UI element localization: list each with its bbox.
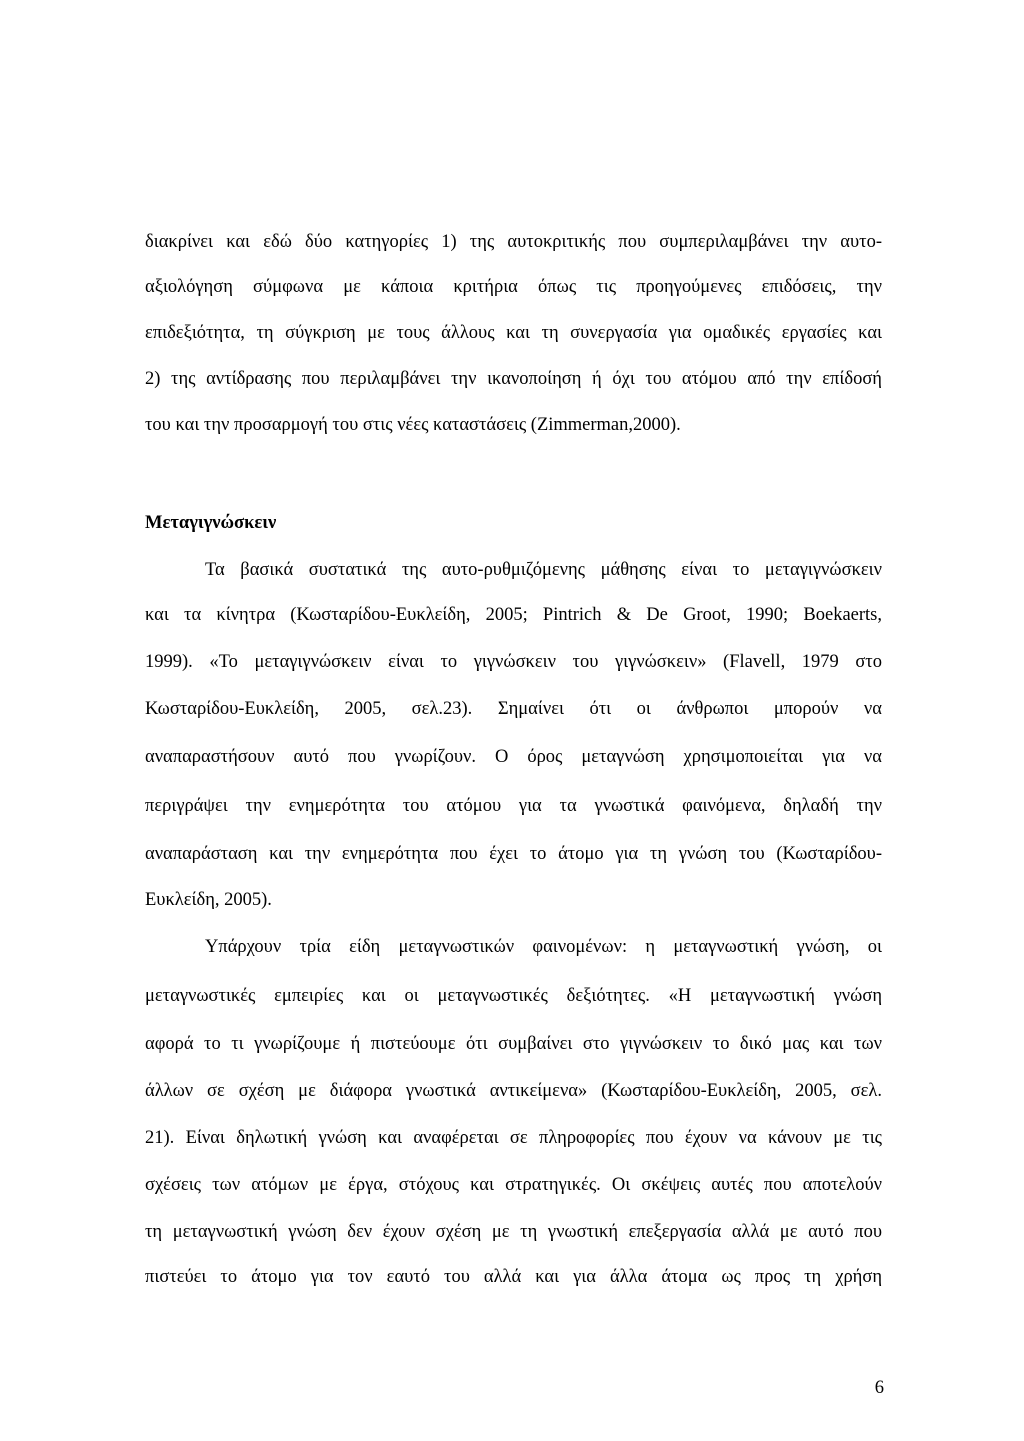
paragraph-2-line-7: αναπαράσταση και την ενημερότητα που έχει το άτομο για τη γνώση του (Κωσταρίδου- [145,844,882,864]
paragraph-2-line-4: Κωσταρίδου-Ευκλείδη, 2005, σελ.23). Σημαίνει ότι οι άνθρωποι μπορούν να [145,699,882,719]
paragraph-3-line-1: Υπάρχουν τρία είδη μεταγνωστικών φαινομένων: η μεταγνωστική γνώση, οι [205,937,882,957]
paragraph-2-line-5: αναπαραστήσουν αυτό που γνωρίζουν. Ο όρος μεταγνώση χρησιμοποιείται για να [145,747,882,767]
paragraph-2-line-1: Τα βασικά συστατικά της αυτο-ρυθμιζόμενης μάθησης είναι το μεταγιγνώσκειν [205,560,882,580]
paragraph-3-line-4: άλλων σε σχέση με διάφορα γνωστικά αντικείμενα» (Κωσταρίδου-Ευκλείδη, 2005, σελ. [145,1081,882,1101]
paragraph-3-line-7: τη μεταγνωστική γνώση δεν έχουν σχέση με τη γνωστική επεξεργασία αλλά με αυτό που [145,1222,882,1242]
paragraph-3-line-6: σχέσεις των ατόμων με έργα, στόχους και στρατηγικές. Οι σκέψεις αυτές που αποτελούν [145,1175,882,1195]
paragraph-2-line-2: και τα κίνητρα (Κωσταρίδου-Ευκλείδη, 2005; Pintrich & De Groot, 1990; Boekaerts, [145,605,882,625]
paragraph-3-line-8: πιστεύει το άτομο για τον εαυτό του αλλά και για άλλα άτομα ως προς τη χρήση [145,1267,882,1287]
paragraph-1-line-4: 2) της αντίδρασης που περιλαμβάνει την ικανοποίηση ή όχι του ατόμου από την επίδοσή [145,369,882,389]
paragraph-3-line-2: μεταγνωστικές εμπειρίες και οι μεταγνωστικές δεξιότητες. «Η μεταγνωστική γνώση [145,986,882,1006]
paragraph-2-line-8: Ευκλείδη, 2005). [145,890,272,910]
paragraph-3-line-3: αφορά το τι γνωρίζουμε ή πιστεύουμε ότι συμβαίνει στο γιγνώσκειν το δικό μας και των [145,1034,882,1054]
paragraph-1-line-1: διακρίνει και εδώ δύο κατηγορίες 1) της αυτοκριτικής που συμπεριλαμβάνει την αυτο- [145,232,882,252]
paragraph-1-line-3: επιδεξιότητα, τη σύγκριση με τους άλλους και τη συνεργασία για ομαδικές εργασίες και [145,323,882,343]
paragraph-3-line-5: 21). Είναι δηλωτική γνώση και αναφέρεται σε πληροφορίες που έχουν να κάνουν με τις [145,1128,882,1148]
paragraph-2-line-6: περιγράψει την ενημερότητα του ατόμου για τα γνωστικά φαινόμενα, δηλαδή την [145,796,882,816]
section-heading: Μεταγιγνώσκειν [145,513,277,533]
paragraph-1-line-5: του και την προσαρμογή του στις νέες καταστάσεις (Zimmerman,2000). [145,415,681,435]
paragraph-1-line-2: αξιολόγηση σύμφωνα με κάποια κριτήρια όπως τις προηγούμενες επιδόσεις, την [145,277,882,297]
page-number: 6 [874,1378,884,1398]
paragraph-2-line-3: 1999). «Το μεταγιγνώσκειν είναι το γιγνώσκειν του γιγνώσκειν» (Flavell, 1979 στο [145,652,882,672]
